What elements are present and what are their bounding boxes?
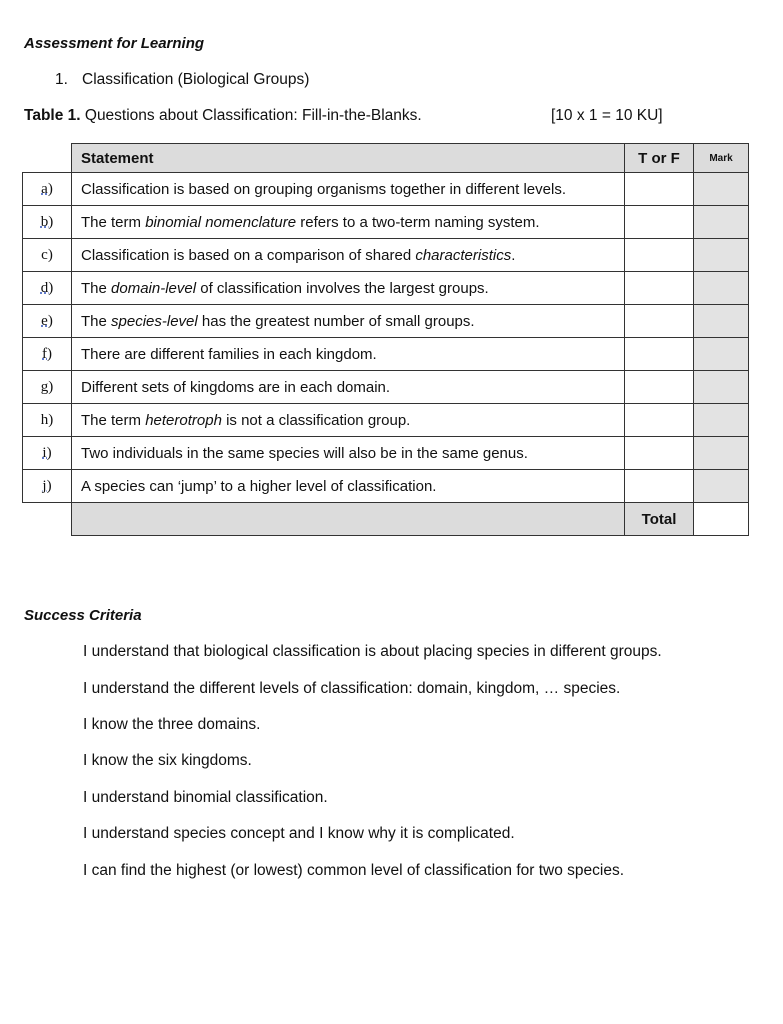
statement-text: The (81, 312, 112, 330)
row-label (23, 371, 72, 404)
tf-answer-cell[interactable] (625, 437, 694, 470)
statement-text: of classification involves the largest groups. (196, 279, 489, 297)
row-label (23, 206, 72, 239)
total-blank-cell (23, 503, 72, 536)
table-row (23, 338, 749, 371)
row-label (23, 272, 72, 305)
statement-text: Classification is based on a comparison of shared (81, 246, 416, 264)
table-row (23, 437, 749, 470)
row-statement (72, 239, 625, 272)
tf-answer-cell[interactable] (625, 338, 694, 371)
mark-cell[interactable] (694, 173, 749, 206)
criterion-item: I know the three domains. (83, 716, 261, 733)
criterion-item: I can find the highest (or lowest) common level of classification for two species. (83, 862, 625, 879)
table-row (23, 305, 749, 338)
table-header-row (23, 144, 749, 173)
row-label (23, 239, 72, 272)
questions-table (22, 143, 749, 536)
table-row (23, 239, 749, 272)
header-tf: T or F (625, 144, 694, 173)
table-row (23, 470, 749, 503)
statement-emphasis: species-level (111, 312, 198, 330)
row-statement (72, 305, 625, 338)
table-caption (24, 107, 422, 125)
row-label (23, 404, 72, 437)
table-row (23, 272, 749, 305)
tf-answer-cell[interactable] (625, 206, 694, 239)
total-label: Total (625, 503, 694, 536)
statement-text: refers to a two-term naming system. (296, 213, 540, 231)
row-label (23, 437, 72, 470)
row-label-text: b) (40, 213, 54, 230)
total-value-cell[interactable] (694, 503, 749, 536)
row-label-text: h) (40, 411, 54, 428)
mark-cell[interactable] (694, 305, 749, 338)
tf-answer-cell[interactable] (625, 272, 694, 305)
row-statement (72, 404, 625, 437)
statement-emphasis: heterotroph (145, 411, 222, 429)
section-number: 1. (55, 71, 68, 88)
mark-cell[interactable] (694, 404, 749, 437)
row-label (23, 338, 72, 371)
row-statement (72, 206, 625, 239)
row-statement: There are different families in each kingdom. (72, 338, 625, 371)
table-row (23, 404, 749, 437)
table-row (23, 371, 749, 404)
tf-answer-cell[interactable] (625, 371, 694, 404)
header-mark: Mark (694, 144, 749, 173)
statement-text: has the greatest number of small groups. (197, 312, 475, 330)
row-label-text: d) (40, 279, 54, 296)
total-row (23, 503, 749, 536)
header-blank-cell (23, 144, 72, 173)
row-statement: A species can ‘jump’ to a higher level of classification. (72, 470, 625, 503)
section-title (55, 71, 309, 89)
row-label-text: i) (42, 444, 52, 461)
row-statement (72, 272, 625, 305)
row-label-text: f) (42, 345, 52, 362)
row-label (23, 173, 72, 206)
table-row (23, 173, 749, 206)
mark-cell[interactable] (694, 371, 749, 404)
row-label-text: j) (42, 477, 52, 494)
statement-text: is not a classification group. (221, 411, 411, 429)
tf-answer-cell[interactable] (625, 404, 694, 437)
total-fill-cell (72, 503, 625, 536)
table-row (23, 206, 749, 239)
statement-emphasis: binomial nomenclature (145, 213, 297, 231)
criterion-item: I understand that biological classification is about placing species in different groups. (83, 643, 662, 660)
statement-text: The (81, 279, 112, 297)
row-statement: Classification is based on grouping organisms together in different levels. (72, 173, 625, 206)
criterion-item: I understand the different levels of classification: domain, kingdom, … species. (83, 680, 621, 697)
row-label (23, 470, 72, 503)
criterion-item: I understand species concept and I know why it is complicated. (83, 825, 515, 842)
statement-text: The term (81, 411, 146, 429)
header-statement: Statement (72, 144, 625, 173)
row-statement: Different sets of kingdoms are in each domain. (72, 371, 625, 404)
row-label-text: a) (41, 180, 53, 197)
mark-cell[interactable] (694, 239, 749, 272)
mark-cell[interactable] (694, 437, 749, 470)
row-label-text: c) (41, 246, 53, 263)
table-caption-text: Questions about Classification: Fill-in-the-Blanks. (80, 107, 422, 124)
mark-cell[interactable] (694, 338, 749, 371)
row-label-text: e) (41, 312, 53, 329)
row-statement: Two individuals in the same species will also be in the same genus. (72, 437, 625, 470)
mark-cell[interactable] (694, 206, 749, 239)
row-label (23, 305, 72, 338)
tf-answer-cell[interactable] (625, 305, 694, 338)
mark-cell[interactable] (694, 272, 749, 305)
criterion-item: I understand binomial classification. (83, 789, 328, 806)
table-caption-label: Table 1. (24, 107, 81, 124)
statement-text: The term (81, 213, 146, 231)
row-label-text: g) (40, 378, 54, 395)
statement-emphasis: domain-level (111, 279, 197, 297)
tf-answer-cell[interactable] (625, 470, 694, 503)
table-marks: [10 x 1 = 10 KU] (551, 107, 663, 124)
section-title-text: Classification (Biological Groups) (82, 71, 310, 88)
page-heading: Assessment for Learning (24, 35, 205, 52)
success-criteria-title: Success Criteria (24, 607, 142, 624)
tf-answer-cell[interactable] (625, 239, 694, 272)
statement-text: . (511, 246, 516, 264)
mark-cell[interactable] (694, 470, 749, 503)
criterion-item: I know the six kingdoms. (83, 752, 252, 769)
statement-emphasis: characteristics (415, 246, 512, 264)
tf-answer-cell[interactable] (625, 173, 694, 206)
